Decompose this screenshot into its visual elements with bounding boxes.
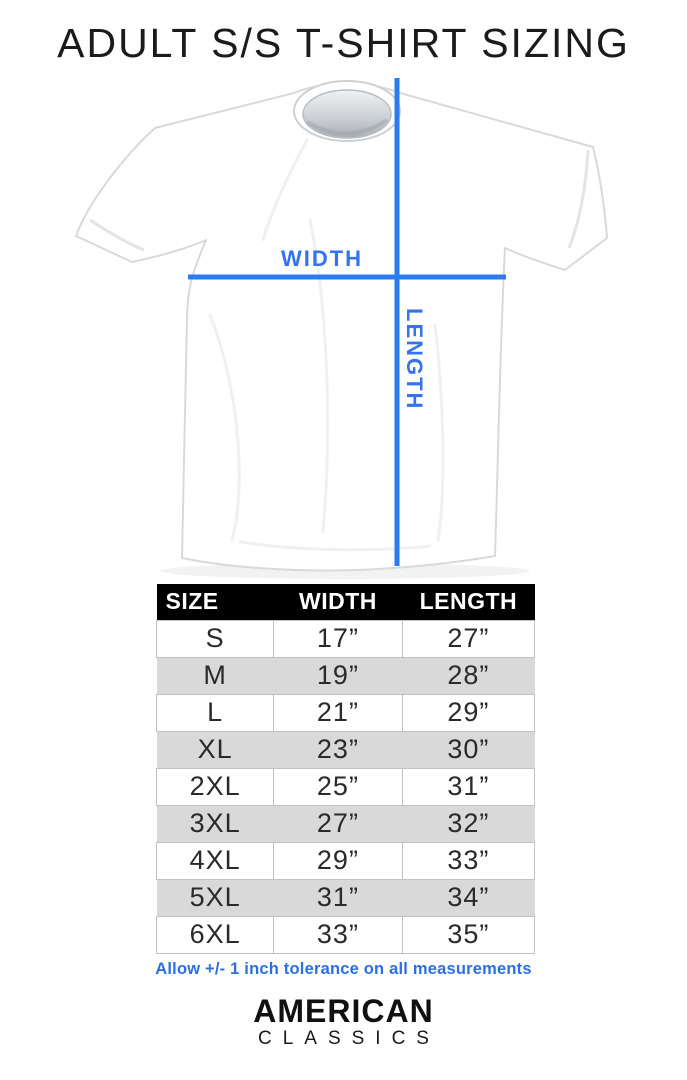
cell-width: 17” xyxy=(274,620,403,657)
table-row xyxy=(157,805,535,842)
cell-width: 31” xyxy=(274,879,403,916)
header-length: LENGTH xyxy=(402,584,534,620)
header-size: SIZE xyxy=(157,584,274,620)
cell-length: 31” xyxy=(402,768,534,805)
table-row xyxy=(157,657,535,694)
cell-size: M xyxy=(157,657,274,694)
page-title: ADULT S/S T-SHIRT SIZING xyxy=(57,20,630,66)
cell-size: 2XL xyxy=(157,768,274,805)
cell-length: 34” xyxy=(402,879,534,916)
cell-size: 3XL xyxy=(157,805,274,842)
brand-logo xyxy=(0,995,687,1048)
table-row xyxy=(157,694,535,731)
cell-length: 28” xyxy=(402,657,534,694)
t-shirt-illustration xyxy=(60,70,625,585)
table-row xyxy=(157,842,535,879)
cell-width: 27” xyxy=(274,805,403,842)
table-row xyxy=(157,768,535,805)
cell-length: 32” xyxy=(402,805,534,842)
table-row xyxy=(157,620,535,657)
shirt-body xyxy=(76,84,607,571)
cell-width: 19” xyxy=(274,657,403,694)
length-label: LENGTH xyxy=(402,308,427,411)
table-row xyxy=(157,916,535,953)
cell-length: 33” xyxy=(402,842,534,879)
size-table-body xyxy=(157,620,535,953)
brand-name-top: AMERICAN xyxy=(253,993,434,1029)
cell-length: 29” xyxy=(402,694,534,731)
cell-size: S xyxy=(157,620,274,657)
cell-length: 27” xyxy=(402,620,534,657)
size-table xyxy=(156,584,535,954)
cell-length: 35” xyxy=(402,916,534,953)
cell-size: 5XL xyxy=(157,879,274,916)
header-width: WIDTH xyxy=(274,584,403,620)
cell-size: 4XL xyxy=(157,842,274,879)
cell-width: 21” xyxy=(274,694,403,731)
tolerance-note: Allow +/- 1 inch tolerance on all measurements xyxy=(155,960,532,978)
collar-opening xyxy=(303,90,391,138)
cell-width: 29” xyxy=(274,842,403,879)
cell-size: 6XL xyxy=(157,916,274,953)
cell-width: 23” xyxy=(274,731,403,768)
cell-size: XL xyxy=(157,731,274,768)
size-table-header xyxy=(157,584,535,620)
width-label: WIDTH xyxy=(280,246,364,271)
cell-size: L xyxy=(157,694,274,731)
table-row xyxy=(157,879,535,916)
cell-width: 33” xyxy=(274,916,403,953)
cell-width: 25” xyxy=(274,768,403,805)
brand-name-bottom: CLASSICS xyxy=(258,1028,440,1049)
cell-length: 30” xyxy=(402,731,534,768)
table-row xyxy=(157,731,535,768)
